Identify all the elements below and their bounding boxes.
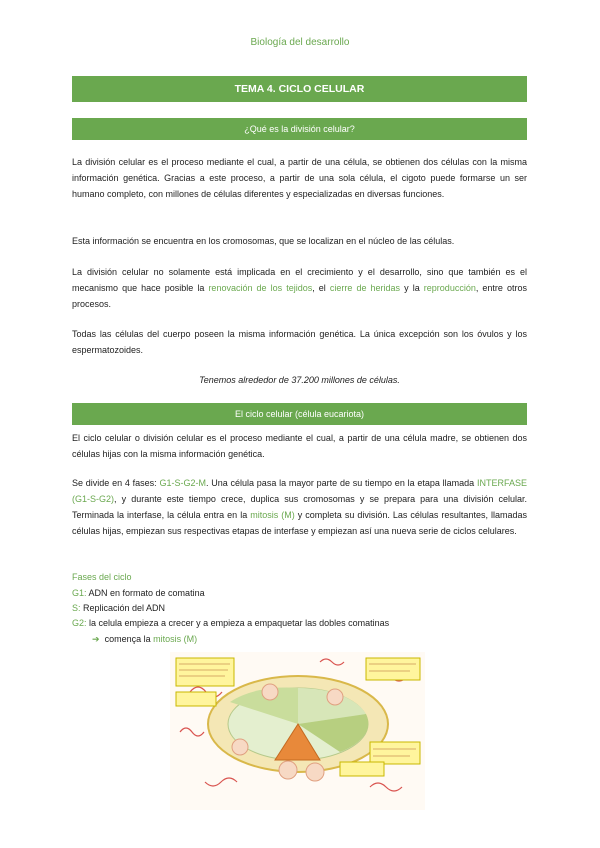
diagram-label-box xyxy=(370,742,420,764)
paragraph-implications: La división celular no solamente está implicada en el crecimiento y el desarrollo, sino que también es el mecanismo que hace posible la renovación de los tejidos, el cierre de heridas y la reproducción, entre otros procesos. xyxy=(72,267,527,309)
document-title: TEMA 4. CICLO CELULAR xyxy=(72,76,527,102)
paragraph-division-definition: La división celular es el proceso mediante el cual, a partir de una célula, se obtienen dos células con la misma información genética. Gracias a este proceso, a partir de una sola célula, el cigoto puede formarse un ser humano completo, con millones de células diferentes y especializadas en diversas funciones. xyxy=(72,157,527,199)
section-heading-division: ¿Qué es la división celular? xyxy=(72,118,527,140)
section-heading-cell-cycle: El ciclo celular (célula eucariota) xyxy=(72,403,527,425)
highlight-mitosis-start: mitosis (M) xyxy=(153,634,198,644)
cell-count-note: Tenemos alrededor de 37.200 millones de células. xyxy=(199,375,400,385)
phase-g2-label: G2: xyxy=(72,618,87,628)
phase-g2-subitem: ➔ comença la mitosis (M) xyxy=(92,634,198,644)
diagram-label-box xyxy=(176,658,234,686)
cell-cycle-diagram xyxy=(170,652,425,810)
paragraph-cycle-phases: Se divide en 4 fases: G1-S-G2-M. Una célula pasa la mayor parte de su tiempo en la etapa llamada INTERFASE (G1-S-G2), y durante este tiempo crece, duplica sus cromosomas y se prepara para una división celular. Terminada la interfase, la célula entra en la mitosis (M) y completa su división. Las células resultantes, llamadas células hijas, empiezan sus respectivas etapas de interfase y empiezan así una nueva serie de ciclos celulares. xyxy=(72,478,527,536)
phase-g1: G1: ADN en formato de comatina xyxy=(72,588,205,598)
highlight-tissue-renewal: renovación de los tejidos xyxy=(208,283,313,293)
cell-icon xyxy=(306,763,324,781)
highlight-wound-closure: cierre de heridas xyxy=(329,283,401,293)
paragraph-chromosomes: Esta información se encuentra en los cromosomas, que se localizan en el núcleo de las células. xyxy=(72,236,455,246)
diagram-label-box xyxy=(340,762,384,776)
cell-icon xyxy=(327,689,343,705)
phase-s-label: S: xyxy=(72,603,81,613)
cell-icon xyxy=(262,684,278,700)
arrow-icon: ➔ xyxy=(92,634,100,644)
cell-icon xyxy=(232,739,248,755)
diagram-label-box xyxy=(176,692,216,706)
page-header: Biología del desarrollo xyxy=(250,37,350,48)
highlight-reproduction: reproducción xyxy=(423,283,476,293)
highlight-interphase: INTERFASE (G1-S-G2) xyxy=(72,478,527,504)
diagram-label-box xyxy=(366,658,420,680)
highlight-mitosis: mitosis (M) xyxy=(250,510,295,520)
highlight-phases: G1-S-G2-M xyxy=(159,478,206,488)
paragraph-genetic-info: Todas las células del cuerpo poseen la misma información genética. La única excepción son los óvulos y los espermatozoides. xyxy=(72,329,527,355)
cell-icon xyxy=(279,761,297,779)
phase-g2: G2: la celula empieza a crecer y a empieza a empaquetar las dobles comatinas xyxy=(72,618,390,628)
paragraph-cycle-definition: El ciclo celular o división celular es el proceso mediante el cual, a partir de una célula madre, se obtienen dos células hijas con la misma información genética. xyxy=(72,433,527,459)
phase-g1-label: G1: xyxy=(72,588,87,598)
phase-s: S: Replicación del ADN xyxy=(72,603,166,613)
phases-heading: Fases del ciclo xyxy=(72,572,132,582)
